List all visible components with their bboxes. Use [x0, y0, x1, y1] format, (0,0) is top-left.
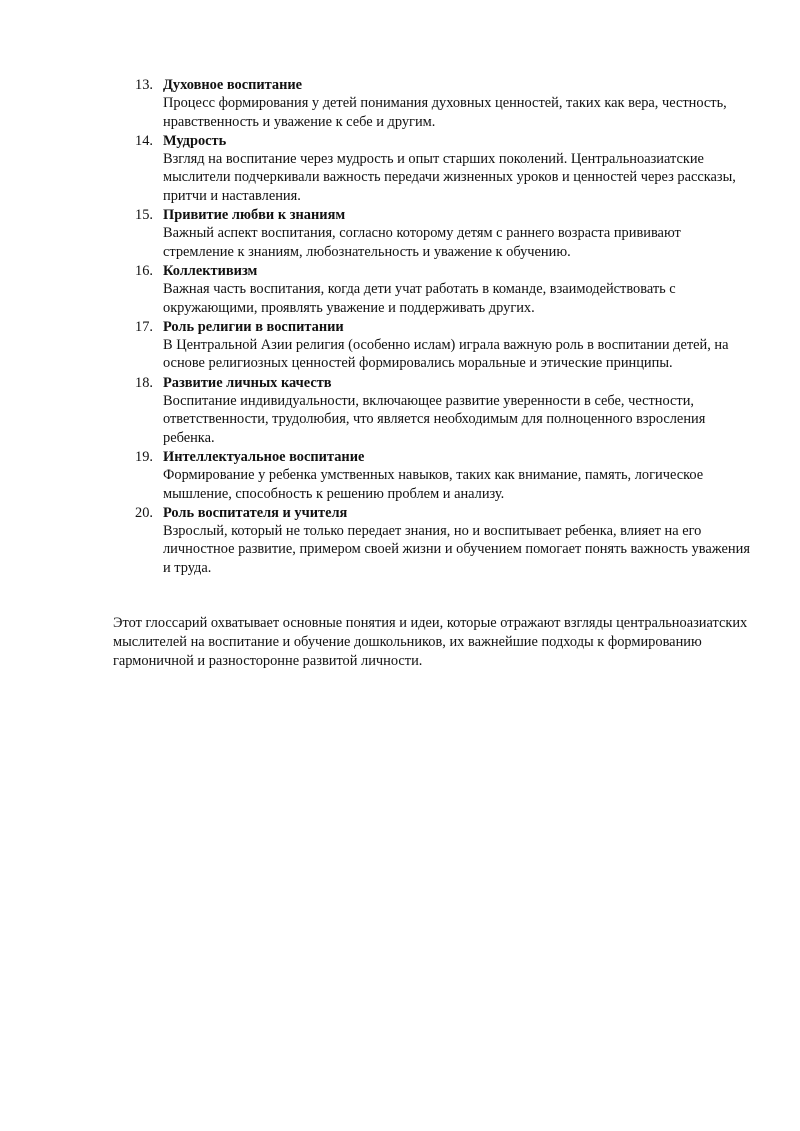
item-number: 16.	[135, 262, 153, 279]
item-definition: Процесс формирования у детей понимания духовных ценностей, таких как вера, честность, нравственность и уважение к себе и другим.	[163, 95, 727, 130]
item-definition: Важная часть воспитания, когда дети учат работать в команде, взаимодействовать с окружающими, проявлять уважение и поддерживать других.	[163, 281, 676, 316]
glossary-item-18	[113, 374, 753, 447]
glossary-item-13	[113, 76, 753, 131]
item-number: 13.	[135, 77, 153, 93]
item-definition: Важный аспект воспитания, согласно которому детям с раннего возраста прививают стремление к знаниям, любознательность и уважение к обучению.	[163, 225, 681, 260]
item-term: Духовное воспитание	[163, 77, 303, 93]
item-number: 18.	[135, 374, 153, 391]
item-number: 19.	[135, 448, 153, 465]
item-definition: Формирование у ребенка умственных навыков, таких как внимание, память, логическое мышление, способность к решению проблем и анализу.	[163, 467, 704, 502]
item-number: 17.	[135, 318, 153, 335]
item-number: 14.	[135, 132, 153, 149]
item-definition: Взрослый, который не только передает знания, но и воспитывает ребенка, влияет на его личностное развитие, примером своей жизни и обучением помогает понять важность уважения и труда.	[163, 523, 750, 576]
item-term: Роль религии в воспитании	[163, 318, 344, 335]
item-definition: В Центральной Азии религия (особенно ислам) играла важную роль в воспитании детей, на основе религиозных ценностей формировались моральные и этические принципы.	[163, 337, 729, 372]
item-term: Коллективизм	[163, 262, 258, 279]
item-term: Роль воспитателя и учителя	[163, 504, 348, 521]
glossary-item-17	[113, 318, 753, 373]
glossary-list	[113, 76, 753, 578]
glossary-item-14	[113, 132, 753, 205]
item-number: 20.	[135, 504, 153, 521]
item-term: Привитие любви к знаниям	[163, 207, 346, 224]
item-number: 15.	[135, 207, 153, 224]
item-definition: Взгляд на воспитание через мудрость и опыт старших поколений. Центральноазиатские мыслители подчеркивали важность передачи жизненных уроков и ценностей через рассказы, притчи и наставления.	[163, 151, 736, 204]
item-term: Интеллектуальное воспитание	[163, 448, 365, 465]
conclusion-paragraph: Этот глоссарий охватывает основные понятия и идеи, которые отражают взгляды центральноазиатских мыслителей на воспитание и обучение дошкольников, их важнейшие подходы к формированию гармоничной и разносторонне развитой личности.	[113, 615, 748, 669]
glossary-item-15	[113, 206, 753, 261]
glossary-item-16	[113, 262, 753, 317]
item-definition: Воспитание индивидуальности, включающее развитие уверенности в себе, честности, ответственности, трудолюбия, что является необходимым для полноценного взросления ребенка.	[163, 393, 706, 446]
glossary-item-20	[113, 504, 753, 577]
glossary-item-19	[113, 448, 753, 503]
item-term: Развитие личных качеств	[163, 374, 332, 391]
item-term: Мудрость	[163, 132, 227, 149]
